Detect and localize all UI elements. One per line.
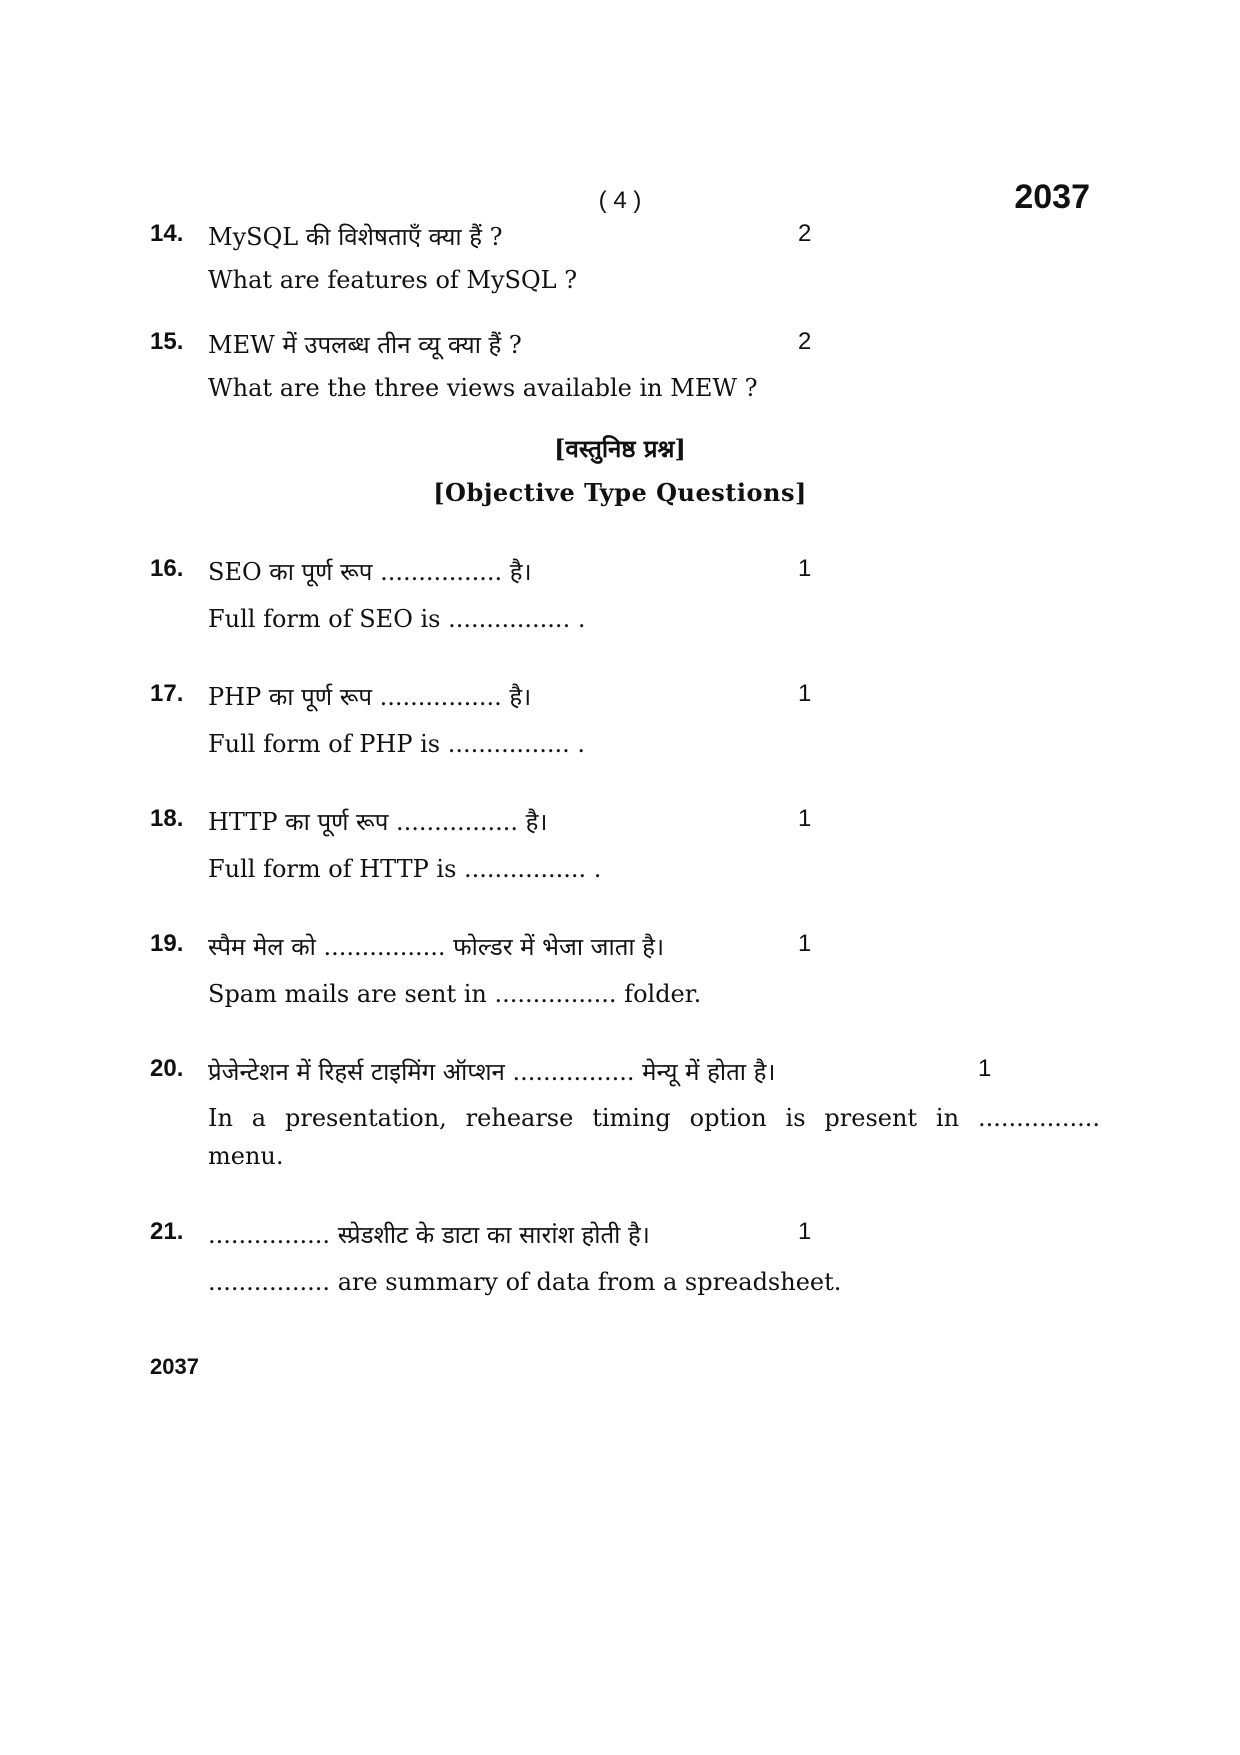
- question-text-english: Full form of HTTP is ................ .: [208, 855, 602, 883]
- question-number: 18.: [150, 805, 184, 832]
- question-text-english: Full form of PHP is ................ .: [208, 730, 586, 758]
- question-number: 16.: [150, 555, 184, 582]
- question-text-english: In a presentation, rehearse timing option is present in ................ menu.: [208, 1104, 1100, 1170]
- question-marks: 1: [978, 1055, 992, 1082]
- question-text-hindi: PHP का पूर्ण रूप ................ है।: [208, 683, 532, 711]
- page-number: ( 4 ): [598, 187, 642, 214]
- question-text-english: Full form of SEO is ................ .: [208, 605, 586, 633]
- question-text-hindi: प्रेजेन्टेशन में रिहर्स टाइमिंग ऑप्शन ................ मेन्यू में होता है।: [208, 1058, 776, 1086]
- question-number: 20.: [150, 1055, 184, 1082]
- question-text-hindi: MySQL की विशेषताएँ क्या हैं ?: [208, 223, 503, 251]
- question-marks: 1: [798, 555, 812, 582]
- question-marks: 1: [798, 930, 812, 957]
- question-marks: 1: [798, 805, 812, 832]
- section-title-english: [Objective Type Questions]: [433, 478, 807, 507]
- question-marks: 2: [798, 328, 812, 355]
- paper-code-footer: 2037: [150, 1354, 199, 1379]
- question-marks: 1: [798, 680, 812, 707]
- question-text-hindi: MEW में उपलब्ध तीन व्यू क्या हैं ?: [208, 331, 522, 359]
- question-marks: 2: [798, 220, 812, 247]
- question-number: 17.: [150, 680, 184, 707]
- question-text-hindi: ................ स्प्रेडशीट के डाटा का सारांश होती है।: [208, 1221, 650, 1249]
- question-text-english: What are features of MySQL ?: [208, 266, 578, 294]
- paper-code-header: 2037: [1014, 178, 1090, 216]
- question-number: 14.: [150, 220, 184, 247]
- question-number: 21.: [150, 1218, 184, 1245]
- section-title-hindi: [वस्तुनिष्ठ प्रश्न]: [554, 434, 686, 463]
- question-marks: 1: [798, 1218, 812, 1245]
- question-text-hindi: SEO का पूर्ण रूप ................ है।: [208, 558, 532, 586]
- question-text-hindi: स्पैम मेल को ................ फोल्डर में भेजा जाता है।: [208, 933, 665, 961]
- question-text-english: What are the three views available in MEW ?: [208, 374, 758, 402]
- question-number: 15.: [150, 328, 184, 355]
- question-number: 19.: [150, 930, 184, 957]
- question-text-english: ................ are summary of data from a spreadsheet.: [208, 1268, 842, 1296]
- question-text-hindi: HTTP का पूर्ण रूप ................ है।: [208, 808, 548, 836]
- question-text-english: Spam mails are sent in ................ folder.: [208, 980, 702, 1008]
